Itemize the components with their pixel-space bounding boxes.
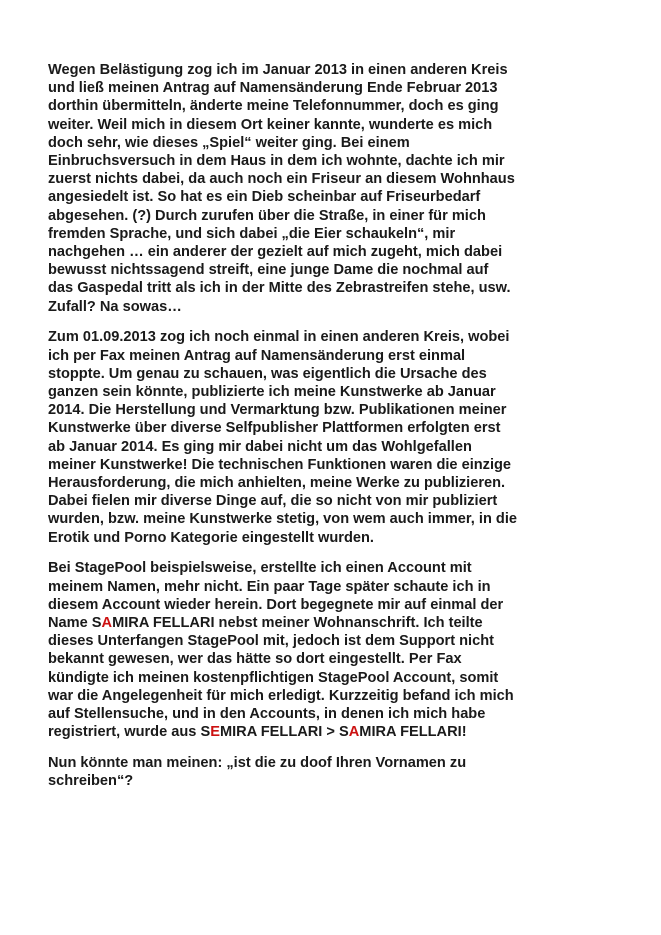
- text-line: Bei StagePool beispielsweise, erstellte ich einen Account mit: [48, 560, 472, 577]
- text-line: meinem Namen, mehr nicht. Ein paar Tage später schaute ich in: [48, 578, 491, 595]
- text-line: zuerst nichts dabei, da auch noch ein Friseur an diesem Wohnhaus: [48, 171, 515, 188]
- text-segment: registriert, wurde aus S: [48, 724, 211, 741]
- text-line: ab Januar 2014. Es ging mir dabei nicht um das Wohlgefallen: [48, 438, 472, 455]
- text-line: Nun könnte man meinen: „ist die zu doof Ihren Vornamen zu: [48, 755, 467, 772]
- highlighted-letter: E: [210, 724, 220, 741]
- text-line: bewusst nichtssagend streift, eine junge Dame die nochmal auf: [48, 262, 489, 279]
- text-line: diesem Account wieder herein. Dort begegnete mir auf einmal der: [48, 596, 504, 613]
- highlighted-letter: A: [101, 615, 113, 632]
- paragraph: [48, 559, 628, 741]
- text-line: bekannt gewesen, wer das hätte so dort eingestellt. Per Fax: [48, 651, 462, 668]
- text-line: das Gaspedal tritt als ich in der Mitte des Zebrastreifen stehe, usw.: [48, 280, 511, 297]
- text-line: Kunstwerke über diverse Selfpublisher Plattformen erfolgten erst: [48, 420, 501, 437]
- text-segment: Name S: [48, 615, 102, 632]
- text-line: fremden Sprache, und sich dabei „die Eier schaukeln“, mir: [48, 225, 456, 242]
- text-line: ich per Fax meinen Antrag auf Namensänderung erst einmal: [48, 347, 466, 364]
- paragraph: [48, 61, 628, 316]
- text-line: nachgehen … ein anderer der gezielt auf mich zugeht, mich dabei: [48, 244, 503, 261]
- text-line: ganzen sein könnte, publizierte ich meine Kunstwerke ab Januar: [48, 384, 496, 401]
- paragraph: [48, 754, 628, 790]
- text-line: Zufall? Na sowas…: [48, 298, 182, 315]
- text-line: Dabei fielen mir diverse Dinge auf, die so nicht von mir publiziert: [48, 493, 498, 510]
- text-line: dorthin übermitteln, änderte meine Telefonnummer, doch es ging: [48, 98, 499, 115]
- text-line: auf Stellensuche, und in den Accounts, in denen ich mich habe: [48, 706, 486, 723]
- text-line: [48, 614, 628, 632]
- text-segment: MIRA FELLARI > S: [219, 724, 349, 741]
- text-line: wurden, bzw. meine Kunstwerke stetig, von wem auch immer, in die: [48, 511, 518, 528]
- text-line: Zum 01.09.2013 zog ich noch einmal in einen anderen Kreis, wobei: [48, 329, 510, 346]
- text-line: stoppte. Um genau zu schauen, was eigentlich die Ursache des: [48, 365, 487, 382]
- document-page: [48, 61, 628, 803]
- text-line: und ließ meinen Antrag auf Namensänderung Ende Februar 2013: [48, 80, 498, 97]
- text-line: Erotik und Porno Kategorie eingestellt wurden.: [48, 529, 374, 546]
- text-line: Herausforderung, die mich anhielten, meine Werke zu publizieren.: [48, 475, 506, 492]
- text-line: kündigte ich meinen kostenpflichtigen StagePool Account, somit: [48, 669, 499, 686]
- text-line: dieses Unterfangen StagePool mit, jedoch ist dem Support nicht: [48, 633, 494, 650]
- text-line: schreiben“?: [48, 773, 134, 790]
- text-line: 2014. Die Herstellung und Vermarktung bzw. Publikationen meiner: [48, 402, 507, 419]
- text-line: Einbruchsversuch in dem Haus in dem ich wohnte, dachte ich mir: [48, 153, 505, 170]
- text-line: [48, 723, 628, 741]
- paragraph: [48, 328, 628, 546]
- text-line: weiter. Weil mich in diesem Ort keiner kannte, wunderte es mich: [48, 116, 493, 133]
- text-line: angesiedelt ist. So hat es ein Dieb scheinbar auf Friseurbedarf: [48, 189, 481, 206]
- text-line: war die Angelegenheit für mich erledigt. Kurzzeitig befand ich mich: [48, 687, 514, 704]
- text-line: meiner Kunstwerke! Die technischen Funktionen waren die einzige: [48, 456, 512, 473]
- text-line: doch sehr, wie dieses „Spiel“ weiter ging. Bei einem: [48, 134, 410, 151]
- text-segment: MIRA FELLARI!: [359, 724, 467, 741]
- text-line: Wegen Belästigung zog ich im Januar 2013 in einen anderen Kreis: [48, 62, 508, 78]
- text-line: abgesehen. (?) Durch zurufen über die Straße, in einer für mich: [48, 207, 486, 224]
- text-segment: MIRA FELLARI nebst meiner Wohnanschrift. Ich teilte: [112, 615, 483, 632]
- highlighted-letter: A: [348, 724, 360, 741]
